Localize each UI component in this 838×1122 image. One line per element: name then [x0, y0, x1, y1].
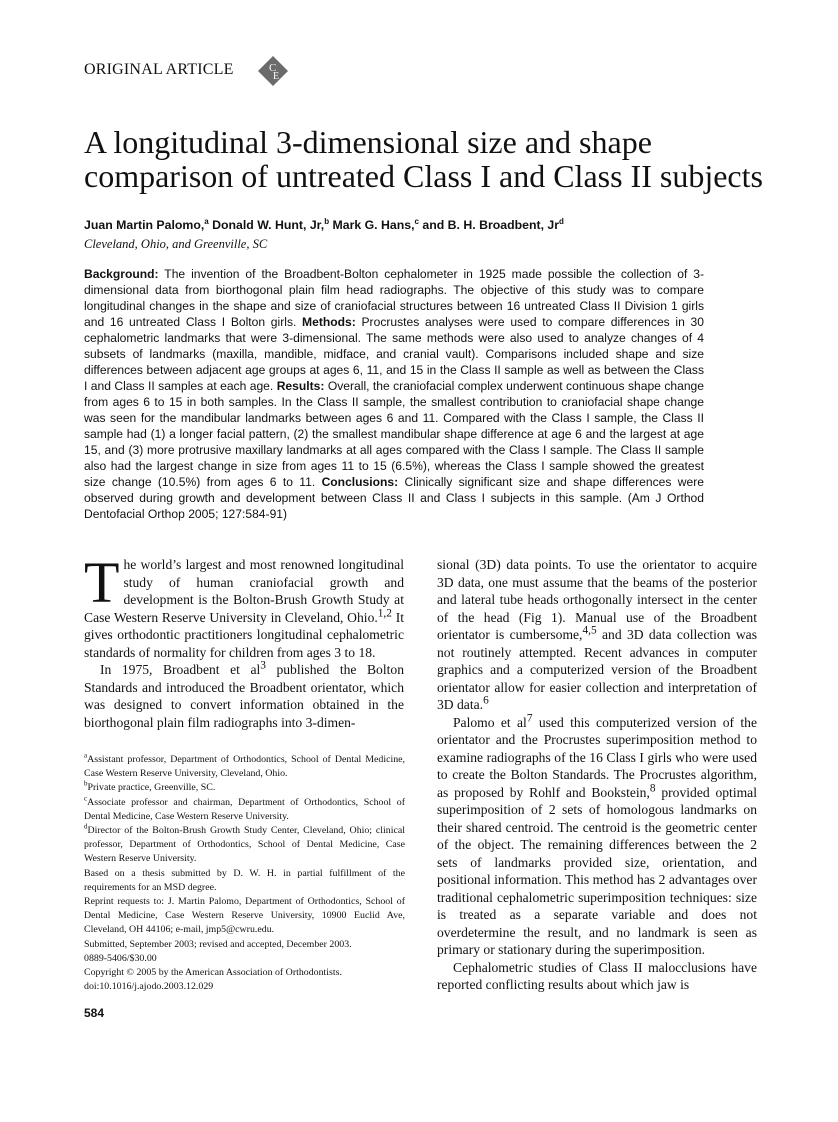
abstract-methods: Procrustes analyses were used to compare differences in 30 cephalometric landmarks that were 3-dimensional. The same methods were also used to analyze changes of 4 subsets of landmarks (maxilla, mandible, midface, and cranial vault). Comparisons included shape and size differences between adjacent age groups at ages 6, 11, and 15 in the Class II sample as well as between the Class I and Class II samples at each age. — [84, 315, 704, 393]
ce-logo — [258, 56, 288, 86]
author: and B. H. Broadbent, Jr — [418, 218, 560, 232]
body-paragraph — [84, 661, 404, 731]
page-number: 584 — [84, 1006, 105, 1021]
footnotes — [84, 753, 405, 994]
footnote: Based on a thesis submitted by D. W. H. in partial fulfillment of the requirements for an MSD degree. — [84, 867, 405, 893]
citation: 7 — [526, 711, 533, 724]
body-paragraph — [84, 550, 404, 661]
body-paragraph: Cephalometric studies of Class II malocclusions have reported conflicting results about which jaw is — [437, 959, 757, 992]
author-affil: b — [324, 216, 330, 226]
footnote-text: Assistant professor, Department of Orthodontics, School of Dental Medicine, Case Western Reserve University, Cleveland, Ohio. — [84, 754, 405, 780]
body-columns — [84, 550, 758, 1021]
abstract-label: Methods: — [302, 315, 356, 329]
drop-cap: T — [84, 550, 120, 615]
body-paragraph — [437, 711, 757, 959]
footnote-mark: a — [84, 751, 88, 760]
footnote — [84, 781, 405, 795]
text: sional (3D) data points. To use the orientator to acquire 3D data, one must assume that the beams of the posterior and lateral tube heads orthogonally intersect in the center of the head (Fig 1). Manual use of the Broadbent orientator is cumbersome, — [437, 557, 757, 642]
abstract-label: Conclusions: — [321, 475, 399, 489]
text: published the Bolton Standards and introduced the Broadbent orientator, which was designed to convert information obtained in the biorthogonal plain film radiographs into 3-dimen- — [84, 662, 404, 730]
footnote: doi:10.1016/j.ajodo.2003.12.029 — [84, 981, 214, 993]
citation: 1,2 — [377, 606, 392, 619]
footnote: Reprint requests to: J. Martin Palomo, Department of Orthodontics, School of Dental Medicine, Case Western Reserve University, 10900 Euclid Ave, Cleveland, OH 44106; e-mail, jmp5@cwru.edu. — [84, 896, 405, 936]
abstract-conclusions: Clinically significant size and shape differences were observed during growth and development between Class II and Class I subjects in this sample. (Am J Orthod Dentofacial Orthop 2005; 127:584-91) — [84, 475, 704, 521]
article-content — [84, 124, 763, 1021]
text: and 3D data collection was not routinely attempted. Recent advances in computer graphics and a computerized version of the Broadbent orientator allow for easier collection and interpretation of 3D data. — [437, 627, 757, 712]
citation: 8 — [649, 781, 656, 794]
citation: 3 — [260, 659, 266, 672]
footnote-text: Associate professor and chairman, Department of Orthodontics, School of Dental Medicine, Case Western Reserve University. — [84, 796, 405, 822]
author-affil: c — [414, 216, 419, 226]
body-paragraph — [437, 556, 757, 714]
author: Juan Martin Palomo, — [84, 218, 205, 232]
article-title: A longitudinal 3-dimensional size and shape comparison of untreated Class I and Class II subjects — [84, 124, 763, 194]
footnote-text: Private practice, Greenville, SC. — [87, 782, 216, 794]
text: It gives orthodontic practitioners longitudinal cephalometric standards of normality for children from ages 3 to 18. — [84, 609, 404, 660]
author: Mark G. Hans, — [329, 218, 415, 232]
text: Palomo et al — [453, 714, 527, 730]
abstract-label: Background: — [84, 267, 159, 281]
author-affil: d — [559, 216, 564, 226]
author-location: Cleveland, Ohio, and Greenville, SC — [84, 237, 268, 251]
abstract-results: Overall, the craniofacial complex underwent continuous shape change from ages 6 to 15 in both samples. In the Class II sample, the smallest contribution to craniofacial shape change was seen for the mandibular landmarks between ages 6 and 11. Compared with the Class I sample, the Class II sample had (1) a longer facial pattern, (2) the smallest mandibular shape difference at age 6 and the largest at age 15, and (3) more protrusive maxillary landmarks at all ages compared with the Class I sample. The Class II sample also had the largest change in size from ages 11 to 15 (6.5%), whereas the Class I sample showed the greatest size change (10.5%) from ages 6 to 11. — [84, 379, 704, 489]
body-column-left — [84, 550, 405, 1021]
citation: 4,5 — [582, 624, 597, 637]
abstract — [84, 266, 704, 522]
author-affil: a — [204, 216, 209, 226]
footnote: Copyright © 2005 by the American Association of Orthodontists. — [84, 967, 342, 979]
logo-letter-e: E — [273, 71, 280, 82]
footnote: 0889-5406/$30.00 — [84, 952, 157, 964]
text: he world’s largest and most renowned longitudinal study of human craniofacial growth and development is the Bolton-Brush Growth Study at Case Western Reserve University in Cleveland, Ohio. — [84, 557, 404, 625]
footnote — [84, 796, 405, 824]
footnote-mark: c — [84, 794, 88, 803]
footnote-text: Director of the Bolton-Brush Growth Study Center, Cleveland, Ohio; clinical professor, Department of Orthodontics, School of Dental Medicine, Case Western Reserve University. — [84, 825, 405, 865]
author: Donald W. Hunt, Jr, — [208, 218, 325, 232]
author-list — [84, 217, 758, 233]
footnote: Submitted, September 2003; revised and accepted, December 2003. — [84, 938, 352, 950]
footnote-mark: d — [84, 822, 88, 831]
abstract-label: Results: — [276, 379, 325, 393]
footnote-mark: b — [84, 780, 88, 789]
text: In 1975, Broadbent et al — [100, 662, 261, 677]
text: provided optimal superimposition of 2 sets of homologous landmarks on their shared centroid. The centroid is the geometric center of the object. The remaining differences between the 2 sets of landmarks provided size, orientation, and positional information. This method has 2 advantages over traditional cephalometric superimposition techniques: size is treated as a separate variable and does not overdetermine the result, and no landmark is seen as primary or stationary during the superimposition. — [437, 784, 757, 957]
text: used this computerized version of the orientator and the Procrustes superimposition method to examine radiographs of the 16 Class I girls who were used to create the Bolton Standards. The Procrustes algorithm, as proposed by Rohlf and Bookstein, — [437, 714, 757, 800]
footnote — [84, 824, 405, 867]
logo-letter-c: C — [269, 62, 277, 74]
body-column-right — [437, 556, 757, 994]
footnote — [84, 753, 405, 781]
abstract-background: The invention of the Broadbent-Bolton cephalometer in 1925 made possible the collection of 3-dimensional data from biorthogonal plain film head radiographs. The objective of this study was to compare longitudinal changes in the shape and size of craniofacial structures between 16 untreated Class II Division 1 girls and 16 untreated Class I Bolton girls. — [84, 267, 704, 329]
section-label: ORIGINAL ARTICLE — [84, 61, 234, 78]
citation: 6 — [483, 694, 489, 707]
